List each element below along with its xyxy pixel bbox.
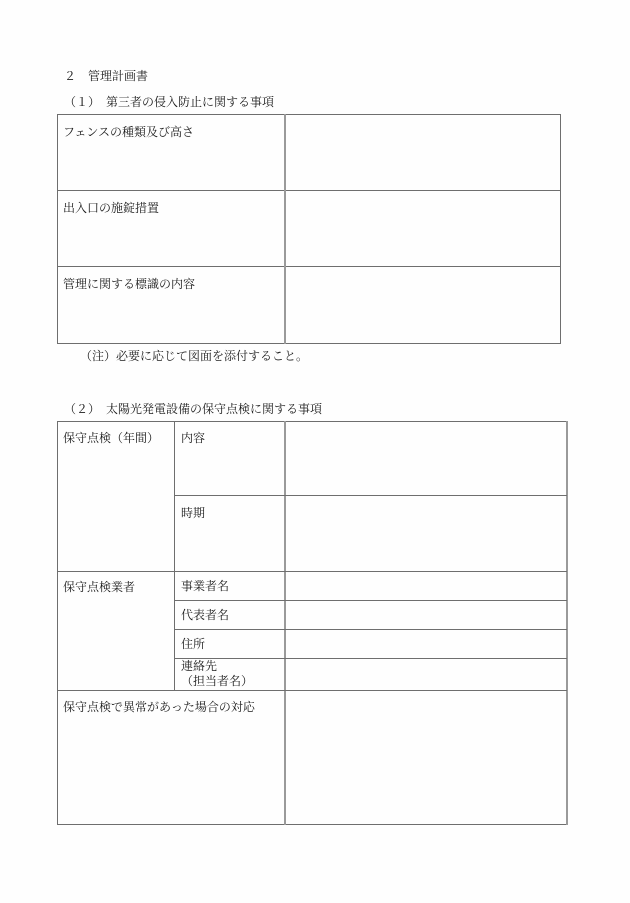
anomaly-response-label: 保守点検で異常があった場合の対応 [63,700,255,714]
inspection-timing-field[interactable] [287,496,566,571]
part1-title: （１） 第三者の侵入防止に関する事項 [64,95,275,109]
management-sign-field[interactable] [287,267,560,343]
representative-name-label: 代表者名 [181,608,230,622]
part2-title: （２） 太陽光発電設備の保守点検に関する事項 [64,402,323,416]
address-label: 住所 [181,637,206,651]
inspection-content-label: 内容 [181,431,206,445]
section-title: ２ 管理計画書 [64,69,149,83]
company-name-field[interactable] [287,572,566,600]
attachment-note: （注）必要に応じて図面を添付すること。 [80,349,309,363]
inspection-contractor-label: 保守点検業者 [63,580,136,594]
address-field[interactable] [287,630,566,658]
fence-type-height-label: フェンスの種類及び高さ [63,125,195,139]
company-name-label: 事業者名 [181,579,230,593]
entrance-lock-field[interactable] [287,191,560,266]
fence-type-height-field[interactable] [287,115,560,190]
inspection-content-field[interactable] [287,422,566,495]
anomaly-response-field[interactable] [287,691,566,824]
management-sign-label: 管理に関する標識の内容 [63,277,196,291]
contact-label: 連絡先 [181,659,218,673]
entrance-lock-label: 出入口の施錠措置 [63,201,160,215]
contact-person-sublabel: （担当者名） [181,674,254,688]
inspection-timing-label: 時期 [181,506,206,520]
representative-name-field[interactable] [287,601,566,629]
annual-inspection-label: 保守点検（年間） [63,431,160,445]
contact-field[interactable] [287,659,566,690]
